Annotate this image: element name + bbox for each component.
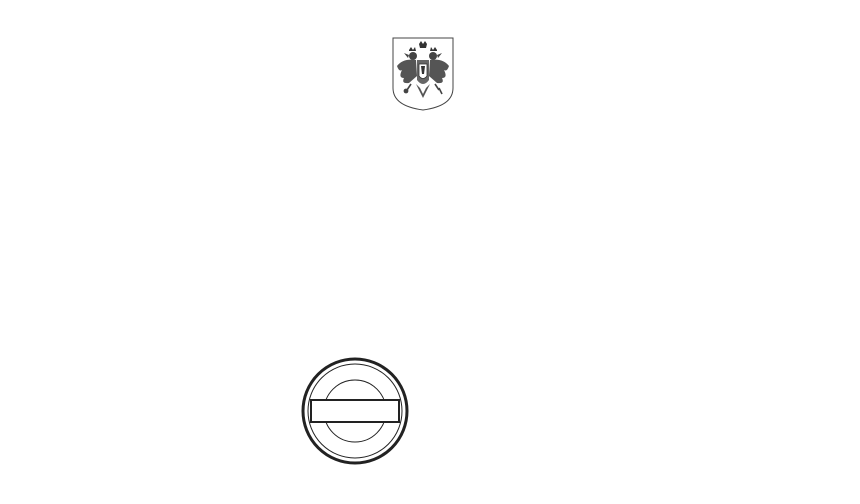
seal-icon [300, 356, 410, 466]
double-headed-eagle-icon [389, 36, 457, 112]
chancellery-seal-stamp [300, 356, 410, 466]
coat-of-arms-emblem [389, 36, 457, 112]
